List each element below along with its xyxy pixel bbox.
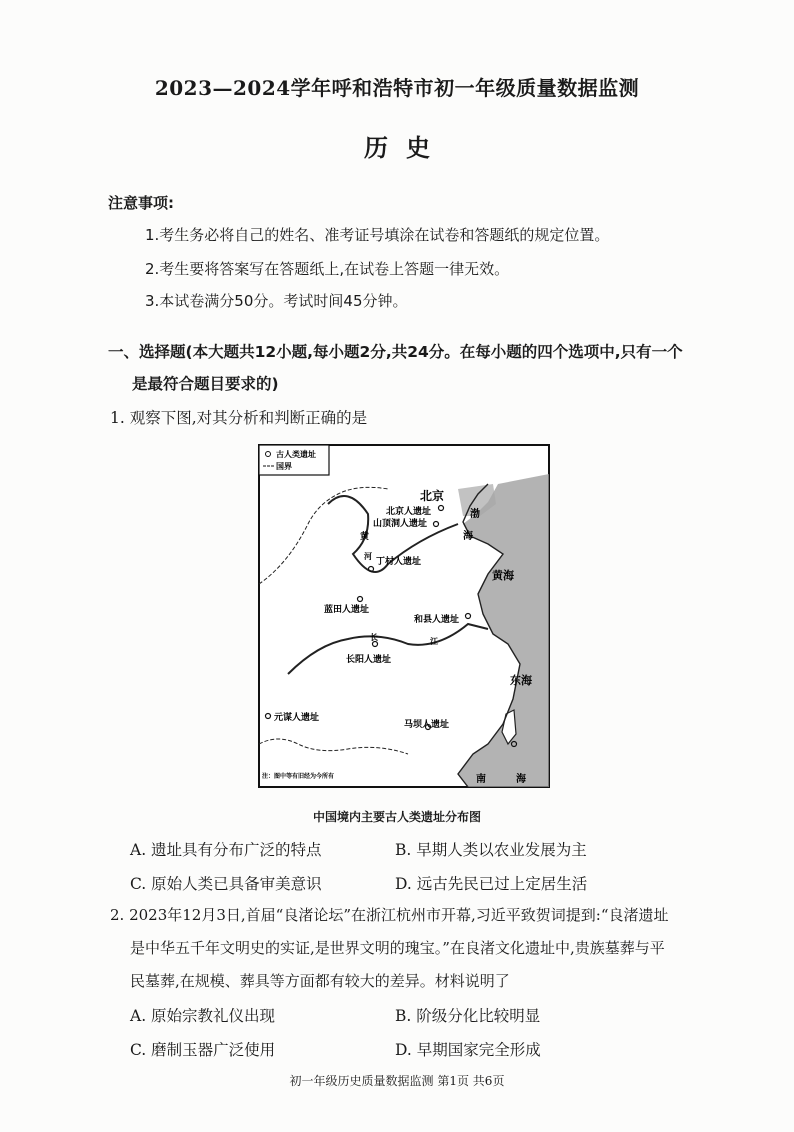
q2-option-a[interactable]: A. 原始宗教礼仪出现 [130, 1007, 276, 1025]
map-label-he: 河 [364, 552, 372, 561]
map-label-beijing-man: 北京人遗址 [386, 507, 432, 517]
legend-site-label: 古人类遗址 [276, 450, 316, 459]
map-label-beijing: 北京 [420, 489, 445, 503]
map-label-changyang: 长阳人遗址 [346, 655, 392, 665]
map-label-maba: 马坝人遗址 [404, 720, 450, 730]
legend-border-label: 国界 [276, 462, 292, 471]
subject-title: 历史 [364, 133, 448, 162]
map-label-jiang: 江 [430, 637, 438, 646]
note-item-1: 1.考生务必将自己的姓名、准考证号填涂在试卷和答题纸的规定位置。 [145, 226, 610, 244]
map-label-bo: 渤 [470, 509, 480, 520]
note-item-3: 3.本试卷满分50分。考试时间45分钟。 [145, 292, 408, 310]
map-label-nan: 南 [476, 774, 486, 785]
map-label-hexian: 和县人遗址 [414, 615, 460, 625]
map-label-chang: 长 [370, 633, 378, 642]
china-sites-map [258, 444, 550, 788]
q2-option-c[interactable]: C. 磨制玉器广泛使用 [130, 1041, 276, 1059]
q1-option-d[interactable]: D. 远古先民已过上定居生活 [395, 875, 588, 893]
map-label-nanhai-hai: 海 [516, 774, 526, 785]
map-label-yuanmou: 元谋人遗址 [274, 713, 320, 723]
question-1-stem: 1. 观察下图,对其分析和判断正确的是 [110, 409, 368, 427]
question-2-line-1: 2. 2023年12月3日,首届“良渚论坛”在浙江杭州市开幕,习近平致贺词提到:“良渚遗址 [110, 906, 669, 924]
map-label-donghai: 东海 [510, 674, 532, 687]
map-label-shandingdong: 山顶洞人遗址 [373, 519, 428, 529]
map-label-bohai-hai: 海 [463, 531, 473, 542]
section-heading: 一、选择题(本大题共12小题,每小题2分,共24分。在每小题的四个选项中,只有一个 [108, 343, 683, 361]
map-label-dingcun: 丁村人遗址 [376, 557, 422, 567]
map-label-huanghai: 黄海 [492, 569, 514, 582]
question-2-line-2: 是中华五千年文明史的实证,是世界文明的瑰宝。”在良渚文化遗址中,贵族墓葬与平 [130, 939, 665, 957]
q1-option-b[interactable]: B. 早期人类以农业发展为主 [395, 841, 587, 859]
map-note: 注：图中等有旧经为今所有 [262, 773, 335, 780]
section-heading-cont: 是最符合题目要求的) [132, 375, 279, 393]
exam-title: 2023—2024学年呼和浩特市初一年级质量数据监测 [154, 76, 640, 100]
q1-option-a[interactable]: A. 遗址具有分布广泛的特点 [130, 841, 322, 859]
notes-heading: 注意事项: [108, 194, 174, 212]
map-label-huang: 黄 [360, 532, 370, 542]
q1-option-c[interactable]: C. 原始人类已具备审美意识 [130, 875, 322, 893]
map-label-lantian: 蓝田人遗址 [324, 605, 370, 615]
page-footer: 初一年级历史质量数据监测 第1页 共6页 [289, 1074, 505, 1088]
note-item-2: 2.考生要将答案写在答题纸上,在试卷上答题一律无效。 [145, 260, 510, 278]
q2-option-b[interactable]: B. 阶级分化比较明显 [395, 1007, 541, 1025]
q2-option-d[interactable]: D. 早期国家完全形成 [395, 1041, 541, 1059]
map-caption: 中国境内主要古人类遗址分布图 [312, 810, 481, 824]
question-2-line-3: 民墓葬,在规模、葬具等方面都有较大的差异。材料说明了 [130, 972, 510, 990]
